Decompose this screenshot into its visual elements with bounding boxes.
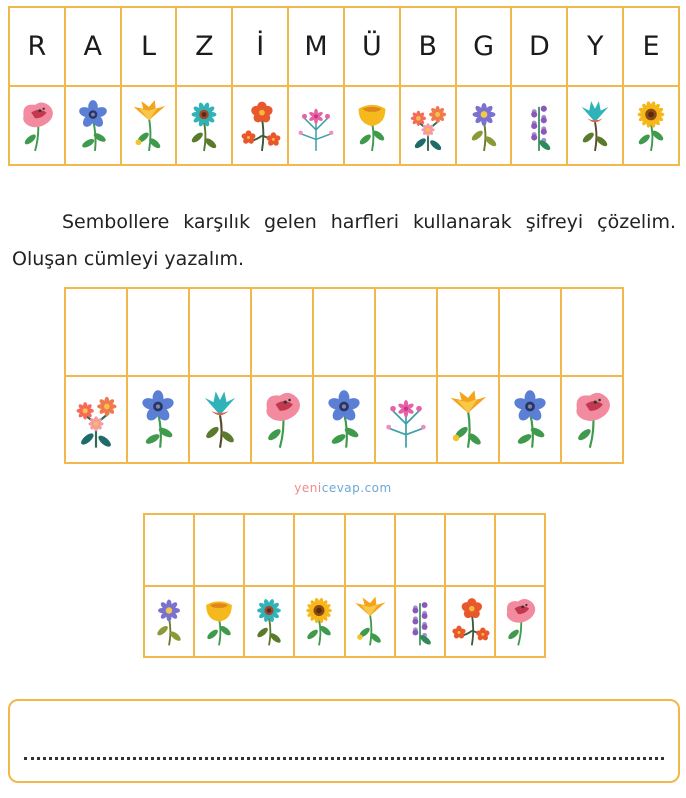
answer-letter-cell[interactable] [376, 289, 436, 375]
coral-flower-bunch-icon [70, 387, 122, 452]
key-letter-cell [345, 8, 399, 85]
key-letter-cell [66, 8, 120, 85]
key-letter: E [642, 31, 660, 62]
answer-letter-cell[interactable] [438, 289, 498, 375]
orange-lily-icon [442, 387, 494, 452]
cipher-flower-cell [252, 377, 312, 462]
answer-letter-cell[interactable] [496, 515, 544, 585]
answer-letter-cell[interactable] [396, 515, 444, 585]
key-flower-cell [289, 87, 343, 164]
cipher-flower-cell [500, 377, 560, 462]
key-letter: M [304, 31, 328, 62]
watermark-part-1: yeni [294, 481, 322, 495]
answer-letter-cell[interactable] [562, 289, 622, 375]
key-letter: L [141, 31, 157, 62]
blue-flower-icon [318, 387, 370, 452]
key-flower-cell [568, 87, 622, 164]
answer-letter-cell[interactable] [195, 515, 243, 585]
answer-letter-cell[interactable] [245, 515, 293, 585]
key-letter: İ [256, 31, 265, 62]
answer-letter-cell[interactable] [128, 289, 188, 375]
key-flower-cell [66, 87, 120, 164]
cipher-flower-cell [438, 377, 498, 462]
key-letter: R [27, 31, 47, 62]
teal-daisy-icon [181, 97, 227, 155]
cipher-flower-cell [346, 587, 394, 656]
cipher-puzzle-2 [143, 513, 546, 658]
key-letter-cell [457, 8, 511, 85]
sunflower-icon [628, 97, 674, 155]
cipher-flower-cell [66, 377, 126, 462]
watermark [0, 481, 686, 495]
letter-flower-key-table [8, 6, 680, 166]
watermark-part-2: cevap.com [321, 481, 392, 495]
key-flower-cell [457, 87, 511, 164]
key-letter-cell [624, 8, 678, 85]
key-letter: Z [195, 31, 214, 62]
blue-flower-icon [70, 97, 116, 155]
key-letter-cell [122, 8, 176, 85]
answer-letter-cell[interactable] [66, 289, 126, 375]
key-letter: A [83, 31, 102, 62]
cipher-flower-cell [314, 377, 374, 462]
key-flower-cell [233, 87, 287, 164]
red-orange-blossom-icon [448, 594, 492, 649]
answer-letter-cell[interactable] [446, 515, 494, 585]
key-letter-cell [233, 8, 287, 85]
teal-lotus-icon [572, 97, 618, 155]
cipher-flower-cell [295, 587, 343, 656]
cipher-puzzle-1 [64, 287, 624, 464]
answer-letter-cell[interactable] [314, 289, 374, 375]
purple-blue-flower-icon [147, 594, 191, 649]
teal-daisy-icon [247, 594, 291, 649]
answer-letter-cell[interactable] [346, 515, 394, 585]
key-flower-cell [177, 87, 231, 164]
key-flower-cell [401, 87, 455, 164]
key-letter-cell [512, 8, 566, 85]
yellow-tulip-icon [197, 594, 241, 649]
instruction-text [12, 204, 676, 278]
key-flower-cell [10, 87, 64, 164]
answer-letter-cell[interactable] [145, 515, 193, 585]
cipher-flower-cell [195, 587, 243, 656]
key-flower-cell [624, 87, 678, 164]
pink-poppy-icon [14, 97, 60, 155]
sunflower-icon [297, 594, 341, 649]
pink-poppy-icon [256, 387, 308, 452]
key-flower-cell [512, 87, 566, 164]
teal-lotus-icon [194, 387, 246, 452]
key-letter-cell [568, 8, 622, 85]
key-letter-cell [401, 8, 455, 85]
key-flower-cell [345, 87, 399, 164]
answer-dotted-line [24, 757, 664, 760]
answer-letter-cell[interactable] [295, 515, 343, 585]
key-letter-cell [177, 8, 231, 85]
key-letter: G [473, 31, 495, 62]
pink-poppy-icon [566, 387, 618, 452]
key-letter: D [529, 31, 550, 62]
instruction-paragraph: Sembollere karşılık gelen harfleri kullanarak şifreyi çözelim. Oluşan cümleyi yazalım. [12, 211, 676, 270]
cipher-flower-cell [446, 587, 494, 656]
orange-lily-icon [348, 594, 392, 649]
answer-letter-cell[interactable] [500, 289, 560, 375]
lavender-sprig-icon [516, 97, 562, 155]
coral-flower-bunch-icon [405, 97, 451, 155]
key-letter-cell [289, 8, 343, 85]
lavender-sprig-icon [398, 594, 442, 649]
answer-box[interactable] [8, 699, 680, 783]
key-letter: Y [586, 31, 604, 62]
cipher-flower-cell [190, 377, 250, 462]
cipher-flower-cell [245, 587, 293, 656]
red-orange-blossom-icon [237, 97, 283, 155]
blue-flower-icon [132, 387, 184, 452]
answer-letter-cell[interactable] [190, 289, 250, 375]
cipher-flower-cell [128, 377, 188, 462]
key-letter: Ü [362, 31, 382, 62]
yellow-tulip-icon [349, 97, 395, 155]
key-letter-cell [10, 8, 64, 85]
cipher-flower-cell [562, 377, 622, 462]
pink-wildflower-icon [380, 387, 432, 452]
purple-blue-flower-icon [461, 97, 507, 155]
key-flower-cell [122, 87, 176, 164]
cipher-flower-cell [396, 587, 444, 656]
key-letter: B [418, 31, 437, 62]
answer-letter-cell[interactable] [252, 289, 312, 375]
cipher-flower-cell [145, 587, 193, 656]
cipher-flower-cell [496, 587, 544, 656]
pink-poppy-icon [498, 594, 542, 649]
pink-wildflower-icon [293, 97, 339, 155]
orange-lily-icon [126, 97, 172, 155]
blue-flower-icon [504, 387, 556, 452]
cipher-flower-cell [376, 377, 436, 462]
